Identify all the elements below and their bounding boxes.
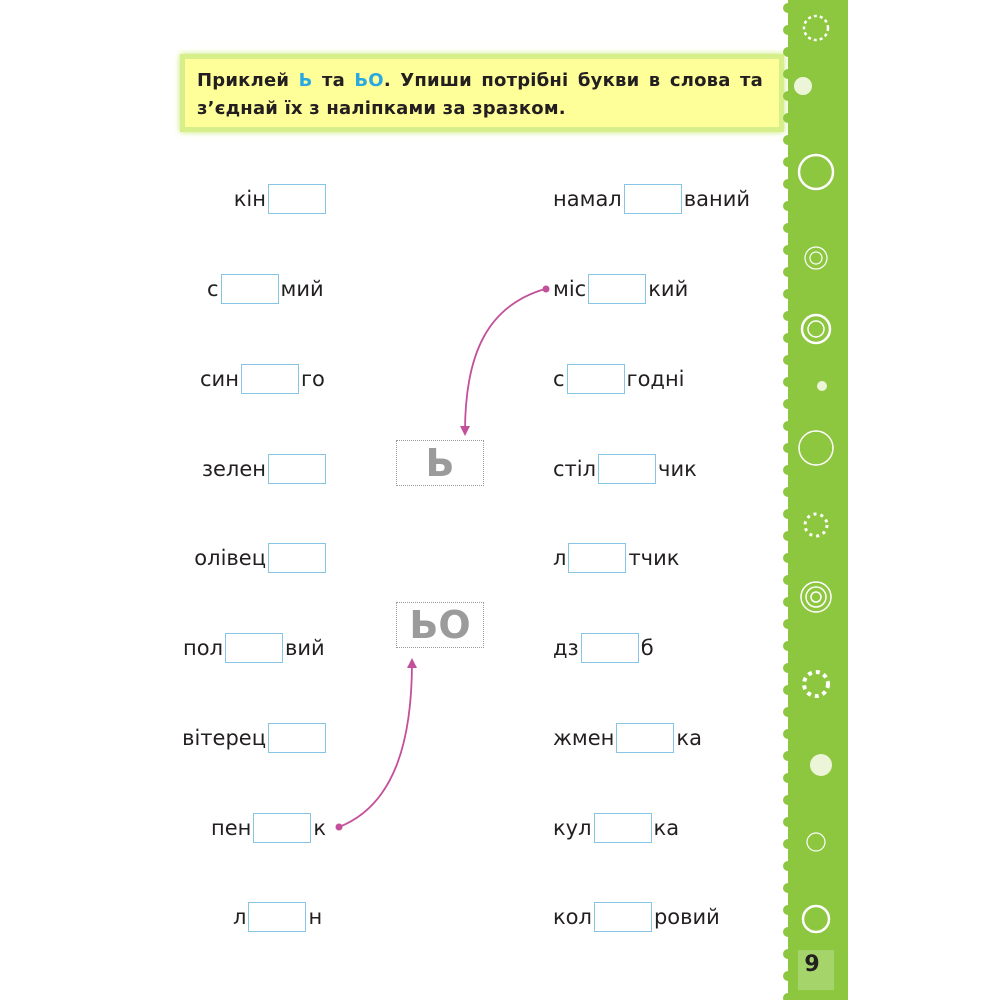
word-before: с — [207, 277, 219, 301]
word-left-3 — [200, 363, 325, 395]
letter-box[interactable] — [268, 454, 326, 484]
letter-box[interactable] — [241, 364, 299, 394]
word-after: го — [300, 367, 325, 391]
word-before: жмен — [553, 726, 615, 750]
letter-box[interactable] — [221, 274, 279, 304]
word-after: вий — [285, 636, 325, 660]
word-right-3 — [553, 363, 685, 395]
letter-box[interactable] — [588, 274, 646, 304]
word-right-8 — [553, 812, 679, 844]
word-left-4 — [202, 453, 328, 485]
word-right-6 — [553, 632, 654, 664]
word-before: дз — [553, 636, 579, 660]
word-after: ка — [676, 726, 702, 750]
word-before: олівец — [194, 546, 266, 570]
letter-box[interactable] — [268, 723, 326, 753]
word-after: ка — [653, 816, 680, 840]
example-arrow-to-soft-sign — [465, 289, 545, 432]
word-after: тчик — [628, 546, 680, 570]
word-after: чик — [658, 457, 697, 481]
word-right-1 — [553, 183, 750, 215]
word-before: кул — [553, 816, 592, 840]
word-right-9 — [553, 901, 720, 933]
word-before: кол — [553, 905, 592, 929]
letter-box[interactable] — [253, 813, 311, 843]
letter-box[interactable] — [594, 813, 652, 843]
letter-box[interactable] — [616, 723, 674, 753]
word-after: ваний — [683, 187, 751, 211]
example-arrow-to-soft-sign-o — [339, 662, 412, 827]
decorative-sidebar — [776, 0, 848, 1000]
word-left-5 — [194, 542, 328, 574]
arrow-start-dot — [543, 286, 550, 293]
word-before: зелен — [201, 457, 266, 481]
word-before: син — [200, 367, 239, 391]
word-before: намал — [553, 187, 622, 211]
word-right-2 — [553, 273, 688, 305]
page-number: 9 — [804, 952, 820, 977]
letter-box[interactable] — [581, 633, 639, 663]
word-after: годні — [626, 367, 685, 391]
word-before: вітерец — [182, 726, 266, 750]
word-after: ровий — [653, 905, 720, 929]
instruction-part3: . Упиши потрібні букви в слова та з’єднай їх з наліпками за зразком. — [197, 70, 763, 119]
word-left-9 — [233, 901, 322, 933]
word-right-5 — [553, 542, 679, 574]
letter-box[interactable] — [568, 543, 626, 573]
instruction-sticker2: ЬО — [354, 70, 384, 91]
letter-box[interactable] — [248, 902, 306, 932]
word-left-8 — [211, 812, 326, 844]
word-after: к — [313, 816, 327, 840]
word-after: мий — [280, 277, 324, 301]
instruction-part2: та — [312, 70, 355, 91]
word-after: кий — [648, 277, 689, 301]
word-before: пен — [211, 816, 252, 840]
letter-box[interactable] — [598, 454, 656, 484]
word-right-7 — [553, 722, 702, 754]
word-before: с — [553, 367, 565, 391]
word-right-4 — [553, 453, 697, 485]
word-before: л — [553, 546, 567, 570]
instruction-part1: Приклей — [197, 70, 299, 91]
instruction-text — [197, 67, 763, 123]
instruction-sticker1: Ь — [298, 70, 313, 91]
word-left-7 — [182, 722, 328, 754]
letter-box[interactable] — [225, 633, 283, 663]
letter-box[interactable] — [268, 184, 326, 214]
word-before: л — [233, 905, 247, 929]
sticker-soft-sign[interactable]: Ь — [396, 440, 484, 486]
word-after: б — [640, 636, 654, 660]
word-before: кін — [233, 187, 266, 211]
word-before: міс — [553, 277, 587, 301]
arrow-start-dot — [336, 824, 343, 831]
letter-box[interactable] — [268, 543, 326, 573]
word-left-6 — [183, 632, 325, 664]
word-left-1 — [234, 183, 328, 215]
word-before: пол — [183, 636, 224, 660]
letter-box[interactable] — [567, 364, 625, 394]
letter-box[interactable] — [594, 902, 652, 932]
word-after: н — [308, 905, 323, 929]
sticker-soft-sign-o[interactable]: ЬО — [396, 602, 484, 648]
word-left-2 — [207, 273, 324, 305]
word-before: стіл — [553, 457, 597, 481]
letter-box[interactable] — [624, 184, 682, 214]
instruction-box — [180, 54, 784, 132]
